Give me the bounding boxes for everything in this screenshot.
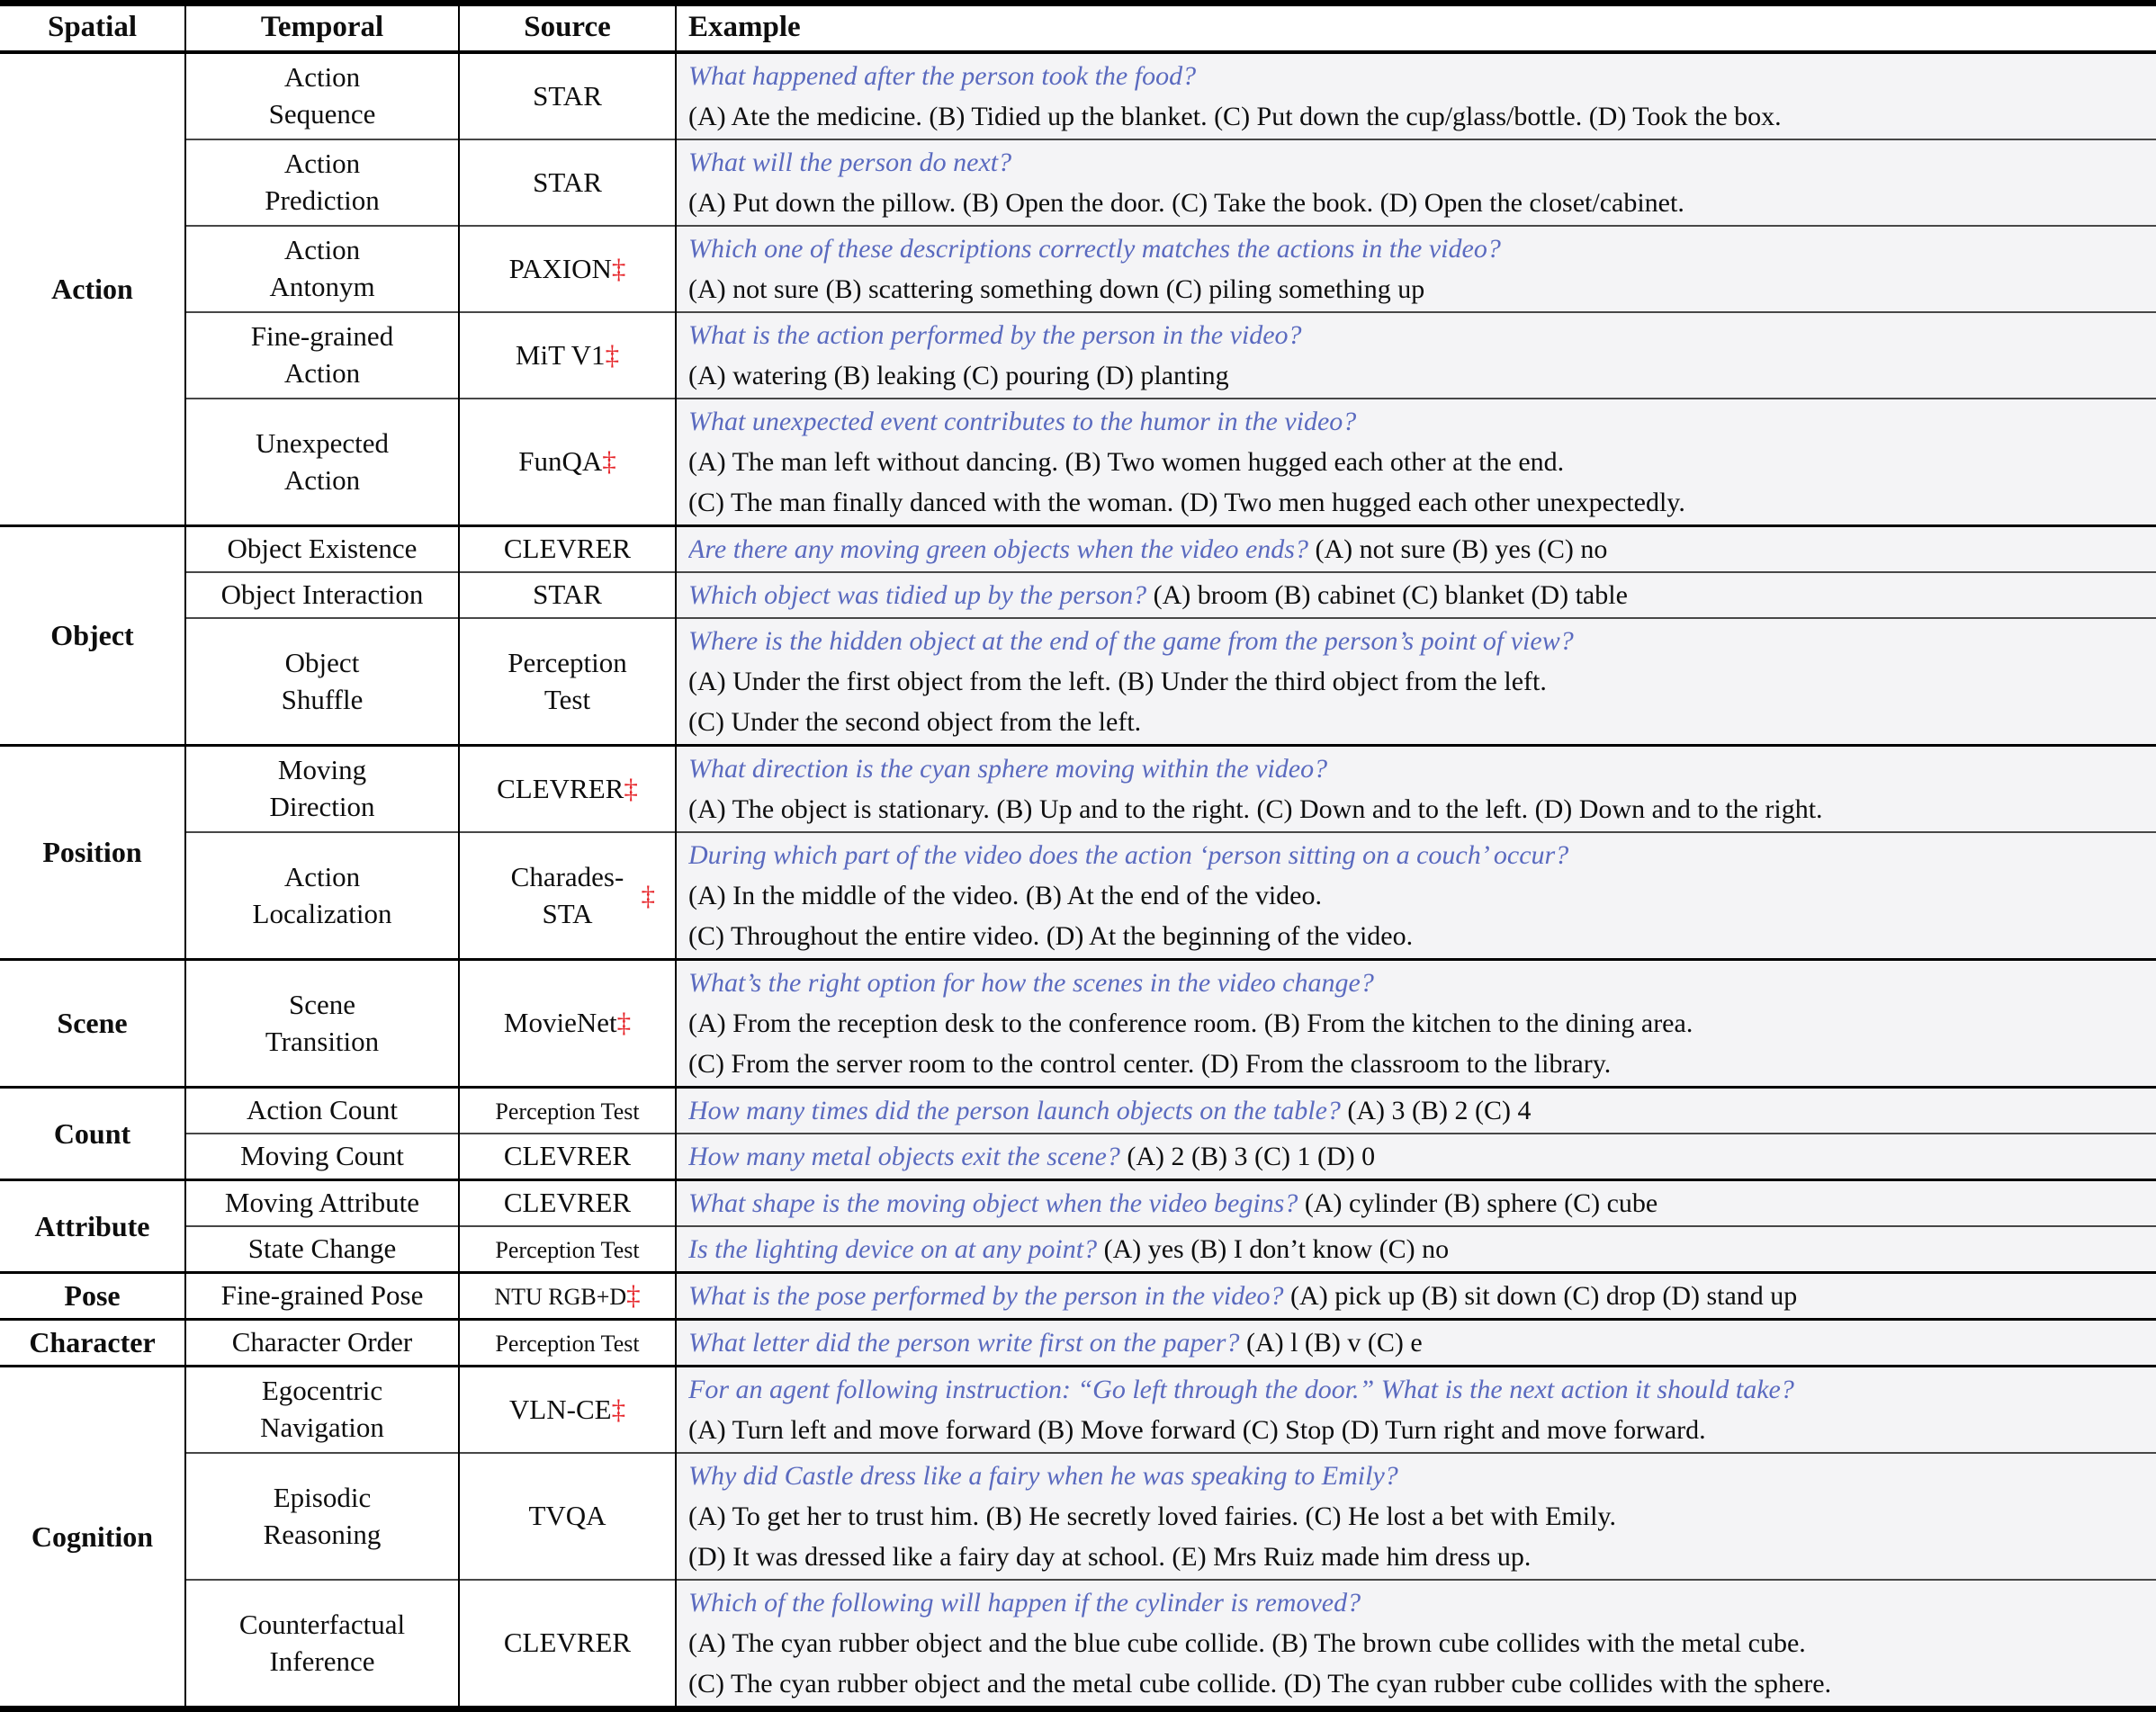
temporal-cell [185, 399, 459, 526]
answer-text: (A) not sure (B) scattering something down (C) piling something up [688, 274, 1425, 304]
category-cell-character: Character [0, 1320, 185, 1367]
example-line [688, 702, 2149, 742]
source-cell [459, 52, 676, 139]
example-line [688, 482, 2149, 523]
source-label: VLN-CE [508, 1393, 612, 1425]
temporal-label: Localization [252, 897, 392, 929]
question-text: During which part of the video does the action ‘person sitting on a couch’ occur? [688, 840, 1569, 870]
example-line [688, 1663, 2149, 1704]
example-line [688, 1623, 2149, 1663]
temporal-label: Moving Count [240, 1140, 404, 1172]
source-label: MovieNet [503, 1007, 617, 1039]
example-cell [676, 312, 2156, 399]
question-text: What is the action performed by the person in the video? [688, 320, 1302, 350]
category-cell-position: Position [0, 746, 185, 960]
question-text: Which object was tidied up by the person? [688, 580, 1147, 610]
example-line [688, 1044, 2149, 1084]
answer-text: (A) pick up (B) sit down (C) drop (D) stand up [1283, 1281, 1798, 1311]
category-cell-count: Count [0, 1088, 185, 1180]
source-cell [459, 139, 676, 226]
source-label: MiT V1 [515, 338, 606, 371]
example-line [688, 835, 2149, 875]
temporal-cell [185, 1134, 459, 1180]
temporal-label: Reasoning [263, 1518, 382, 1550]
example-cell [676, 832, 2156, 960]
source-cell [459, 1226, 676, 1273]
table-row [0, 1134, 2156, 1180]
table-row [0, 746, 2156, 833]
double-dagger-icon: ‡ [641, 879, 655, 911]
temporal-label: Antonym [269, 271, 375, 302]
answer-text: (A) not sure (B) yes (C) no [1307, 534, 1608, 564]
source-label: CLEVRER [497, 772, 624, 804]
question-text: For an agent following instruction: “Go left through the door.” What is the next action it should take? [688, 1375, 1794, 1404]
temporal-label: Fine-grained [250, 320, 394, 353]
example-cell [676, 1134, 2156, 1180]
answer-text: (A) The man left without dancing. (B) Two women hugged each other at the end. [688, 447, 1565, 477]
example-cell [676, 1088, 2156, 1134]
temporal-label: Transition [265, 1025, 380, 1057]
temporal-cell [185, 1580, 459, 1709]
answer-text: (A) yes (B) I don’t know (C) no [1097, 1234, 1450, 1264]
temporal-label: Shuffle [281, 683, 364, 715]
answer-text: (A) Turn left and move forward (B) Move forward (C) Stop (D) Turn right and move forward. [688, 1415, 1706, 1445]
answer-text: (A) The object is stationary. (B) Up and to the right. (C) Down and to the left. (D) Down and to the right. [688, 794, 1823, 824]
temporal-label: Prediction [265, 184, 380, 216]
temporal-label: Counterfactual [238, 1608, 406, 1640]
table-row [0, 1226, 2156, 1273]
example-line [688, 142, 2149, 183]
question-text: What unexpected event contributes to the humor in the video? [688, 407, 1357, 436]
example-line [688, 789, 2149, 829]
temporal-label: Unexpected [255, 426, 390, 459]
table-row [0, 526, 2156, 573]
answer-text: (A) Ate the medicine. (B) Tidied up the blanket. (C) Put down the cup/glass/bottle. (D) Took the box. [688, 102, 1782, 131]
source-cell [459, 312, 676, 399]
table-body [0, 52, 2156, 1709]
source-label: CLEVRER [503, 533, 632, 565]
example-line [688, 1369, 2149, 1410]
example-cell [676, 1226, 2156, 1273]
source-cell [459, 1367, 676, 1454]
answer-text: (D) It was dressed like a fairy day at school. (E) Mrs Ruiz made him dress up. [688, 1542, 1532, 1572]
double-dagger-icon: ‡ [611, 252, 626, 284]
question-text: What will the person do next? [688, 148, 1012, 177]
example-line [688, 1136, 2149, 1177]
table-row [0, 399, 2156, 526]
temporal-cell [185, 1088, 459, 1134]
example-cell [676, 746, 2156, 833]
question-text: What shape is the moving object when the video begins? [688, 1188, 1298, 1218]
category-cell-object: Object [0, 526, 185, 746]
example-line [688, 963, 2149, 1003]
example-cell [676, 526, 2156, 573]
question-text: Why did Castle dress like a fairy when he was speaking to Emily? [688, 1461, 1398, 1491]
temporal-cell [185, 139, 459, 226]
header-spatial: Spatial [0, 4, 185, 53]
temporal-label: Navigation [260, 1412, 384, 1443]
example-line [688, 916, 2149, 956]
example-cell [676, 1367, 2156, 1454]
answer-text: (A) broom (B) cabinet (C) blanket (D) table [1146, 580, 1628, 610]
temporal-label: Action [283, 463, 361, 496]
temporal-label: Moving Attribute [224, 1187, 420, 1219]
source-label: Perception [508, 647, 627, 679]
header-row [0, 4, 2156, 53]
source-label: CLEVRER [503, 1187, 632, 1219]
category-cell-scene: Scene [0, 960, 185, 1088]
temporal-cell [185, 1226, 459, 1273]
temporal-label: Object Interaction [220, 578, 424, 611]
example-line [688, 661, 2149, 702]
table-row [0, 832, 2156, 960]
temporal-cell [185, 572, 459, 618]
example-line [688, 1229, 2149, 1269]
table-row [0, 1180, 2156, 1227]
double-dagger-icon: ‡ [624, 772, 638, 804]
question-text: Which of the following will happen if the cylinder is removed? [688, 1588, 1361, 1618]
answer-text: (C) The man finally danced with the woman. (D) Two men hugged each other unexpectedly. [688, 488, 1685, 517]
temporal-label: Sequence [268, 98, 376, 130]
temporal-cell [185, 1180, 459, 1227]
question-text: Which one of these descriptions correctly matches the actions in the video? [688, 234, 1501, 264]
example-cell [676, 226, 2156, 312]
temporal-label: Episodic [273, 1481, 372, 1513]
example-cell [676, 139, 2156, 226]
category-cell-pose: Pose [0, 1273, 185, 1320]
answer-text: (A) From the reception desk to the conference room. (B) From the kitchen to the dining area. [688, 1008, 1693, 1038]
table-row [0, 1453, 2156, 1580]
temporal-label: Action Count [247, 1094, 398, 1126]
question-text: What happened after the person took the food? [688, 61, 1197, 91]
example-line [688, 269, 2149, 309]
category-cell-attribute: Attribute [0, 1180, 185, 1273]
answer-text: (A) Under the first object from the left. (B) Under the third object from the left. [688, 667, 1547, 696]
example-line [688, 575, 2149, 615]
example-cell [676, 1320, 2156, 1367]
table-row [0, 960, 2156, 1088]
answer-text: (A) To get her to trust him. (B) He secretly loved fairies. (C) He lost a bet with Emily. [688, 1501, 1616, 1531]
example-line [688, 748, 2149, 789]
source-label: NTU RGB+D [494, 1284, 627, 1311]
temporal-label: Action [283, 61, 361, 94]
question-text: What direction is the cyan sphere moving within the video? [688, 754, 1328, 784]
temporal-cell [185, 526, 459, 573]
temporal-cell [185, 1273, 459, 1320]
example-cell [676, 572, 2156, 618]
example-line [688, 442, 2149, 482]
question-text: What’s the right option for how the scenes in the video change? [688, 968, 1374, 998]
table-row [0, 1088, 2156, 1134]
answer-text: (A) In the middle of the video. (B) At the end of the video. [688, 881, 1322, 910]
answer-text: (C) Under the second object from the left. [688, 707, 1142, 737]
answer-text: (A) l (B) v (C) e [1239, 1328, 1423, 1358]
source-cell [459, 526, 676, 573]
header-temporal: Temporal [185, 4, 459, 53]
temporal-label: Direction [269, 791, 375, 822]
temporal-cell [185, 312, 459, 399]
source-label: Test [543, 683, 591, 715]
answer-text: (A) Put down the pillow. (B) Open the door. (C) Take the book. (D) Open the closet/cabinet. [688, 188, 1684, 218]
table-row [0, 572, 2156, 618]
question-text: What is the pose performed by the person in the video? [688, 1281, 1284, 1311]
source-label: CLEVRER [503, 1627, 632, 1659]
header-example: Example [688, 11, 801, 43]
temporal-label: Egocentric [261, 1375, 383, 1407]
source-cell [459, 399, 676, 526]
source-label: PAXION [508, 252, 612, 284]
answer-text: (C) The cyan rubber object and the metal cube collide. (D) The cyan rubber cube collides with the sphere. [688, 1669, 1832, 1699]
temporal-label: Action [283, 860, 361, 892]
table-row [0, 1320, 2156, 1367]
temporal-cell [185, 746, 459, 833]
example-line [688, 355, 2149, 396]
double-dagger-icon: ‡ [611, 1393, 626, 1425]
source-cell [459, 832, 676, 960]
example-cell [676, 52, 2156, 139]
example-cell [676, 1453, 2156, 1580]
temporal-cell [185, 52, 459, 139]
example-line [688, 96, 2149, 137]
example-line [688, 1456, 2149, 1496]
table-row [0, 52, 2156, 139]
temporal-cell [185, 960, 459, 1088]
source-cell [459, 746, 676, 833]
question-text: Is the lighting device on at any point? [688, 1234, 1098, 1264]
source-label: Perception Test [495, 1331, 640, 1358]
table-row [0, 312, 2156, 399]
source-label: Charades- [510, 861, 624, 893]
source-label: CLEVRER [503, 1140, 632, 1172]
source-cell [459, 1453, 676, 1580]
source-cell [459, 572, 676, 618]
table-row [0, 618, 2156, 746]
temporal-label: Object [284, 646, 360, 678]
source-cell [459, 960, 676, 1088]
temporal-label: Fine-grained Pose [220, 1279, 424, 1312]
example-line [688, 529, 2149, 569]
temporal-label: Moving [277, 754, 367, 786]
table-header [0, 4, 2156, 53]
example-line [688, 1276, 2149, 1316]
example-line [688, 1003, 2149, 1044]
example-cell [676, 960, 2156, 1088]
source-cell [459, 1580, 676, 1709]
temporal-label: Scene [288, 988, 356, 1020]
example-line [688, 183, 2149, 223]
example-cell [676, 1273, 2156, 1320]
question-text: What letter did the person write first on the paper? [688, 1328, 1240, 1358]
temporal-label: Action [283, 148, 361, 180]
source-label: Perception Test [495, 1098, 640, 1125]
question-text: How many times did the person launch objects on the table? [688, 1096, 1341, 1125]
example-line [688, 875, 2149, 916]
example-line [688, 229, 2149, 269]
example-cell [676, 618, 2156, 746]
temporal-cell [185, 1320, 459, 1367]
example-line [688, 1090, 2149, 1131]
example-line [688, 1183, 2149, 1223]
example-line [688, 1537, 2149, 1577]
double-dagger-icon: ‡ [616, 1007, 632, 1039]
header-source: Source [459, 4, 676, 53]
double-dagger-icon: ‡ [605, 338, 620, 371]
question-text: How many metal objects exit the scene? [688, 1142, 1120, 1171]
source-label: STA [542, 897, 593, 929]
answer-text: (A) The cyan rubber object and the blue cube collide. (B) The brown cube collides with the metal cube. [688, 1628, 1806, 1658]
table-row [0, 1580, 2156, 1709]
temporal-cell [185, 226, 459, 312]
source-cell [459, 1180, 676, 1227]
example-line [688, 56, 2149, 96]
temporal-label: State Change [247, 1232, 397, 1265]
double-dagger-icon: ‡ [602, 445, 616, 478]
source-cell [459, 1273, 676, 1320]
example-line [688, 1496, 2149, 1537]
temporal-cell [185, 832, 459, 960]
answer-text: (A) 3 (B) 2 (C) 4 [1340, 1096, 1532, 1125]
source-cell [459, 1088, 676, 1134]
source-label: STAR [533, 79, 602, 112]
example-cell [676, 399, 2156, 526]
table-row [0, 139, 2156, 226]
source-label: STAR [533, 166, 602, 198]
source-label: Perception Test [495, 1237, 640, 1264]
table-row [0, 1367, 2156, 1454]
source-label: FunQA [518, 445, 603, 478]
source-cell [459, 1134, 676, 1180]
temporal-label: Inference [269, 1645, 375, 1677]
table-row [0, 226, 2156, 312]
source-cell [459, 618, 676, 746]
source-label: TVQA [528, 1500, 606, 1532]
answer-text: (A) 2 (B) 3 (C) 1 (D) 0 [1119, 1142, 1376, 1171]
temporal-cell [185, 1453, 459, 1580]
question-text: Where is the hidden object at the end of the game from the person’s point of view? [688, 626, 1574, 656]
temporal-label: Object Existence [227, 533, 418, 565]
temporal-cell [185, 618, 459, 746]
example-line [688, 1410, 2149, 1450]
category-cell-action: Action [0, 52, 185, 526]
source-cell [459, 1320, 676, 1367]
answer-text: (C) From the server room to the control center. (D) From the classroom to the library. [688, 1049, 1612, 1079]
example-line [688, 621, 2149, 661]
table-row [0, 1273, 2156, 1320]
temporal-cell [185, 1367, 459, 1454]
source-cell [459, 226, 676, 312]
example-line [688, 315, 2149, 355]
source-label: STAR [533, 578, 602, 611]
example-cell [676, 1180, 2156, 1227]
answer-text: (C) Throughout the entire video. (D) At the beginning of the video. [688, 921, 1414, 951]
example-cell [676, 1580, 2156, 1709]
temporal-label: Action [283, 234, 361, 266]
answer-text: (A) cylinder (B) sphere (C) cube [1298, 1188, 1658, 1218]
temporal-label: Action [283, 357, 361, 389]
answer-text: (A) watering (B) leaking (C) pouring (D) planting [688, 361, 1229, 390]
temporal-label: Character Order [231, 1326, 413, 1358]
question-text: Are there any moving green objects when the video ends? [688, 534, 1308, 564]
example-line [688, 401, 2149, 442]
example-line [688, 1322, 2149, 1363]
double-dagger-icon: ‡ [626, 1279, 641, 1312]
category-cell-cognition: Cognition [0, 1367, 185, 1709]
example-line [688, 1582, 2149, 1623]
